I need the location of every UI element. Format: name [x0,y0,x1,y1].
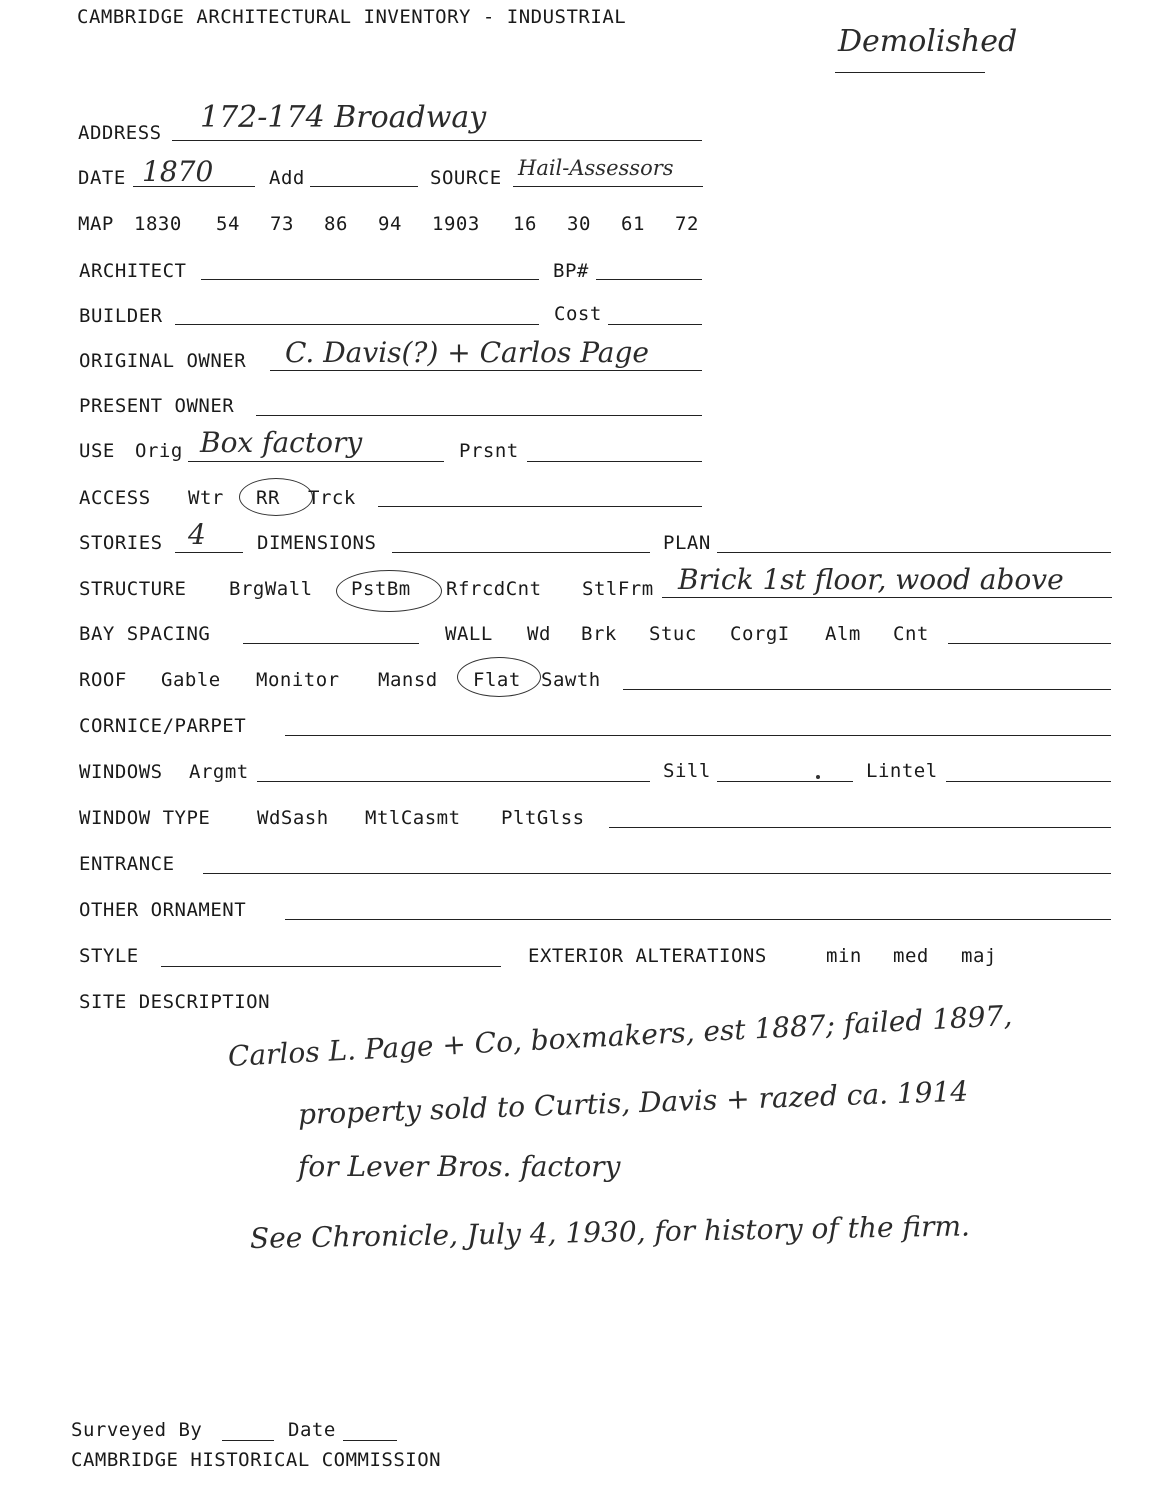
map-year[interactable]: 54 [216,213,240,235]
bay-spacing-label: BAY SPACING [79,623,211,645]
windows-label: WINDOWS [79,761,163,783]
site-description-label: SITE DESCRIPTION [79,991,271,1013]
structure-option-post-beam[interactable]: PstBm [351,578,411,600]
map-year[interactable]: 1903 [432,213,480,235]
selected-circle-mark [457,657,541,697]
date-label: DATE [78,167,126,189]
structure-label: STRUCTURE [79,578,187,600]
wall-option-wood[interactable]: Wd [527,623,551,645]
status-note: Demolished [838,24,1018,59]
wall-option-corrugated-iron[interactable]: CorgI [730,623,790,645]
window-type-label: WINDOW TYPE [79,807,211,829]
style-label: STYLE [79,945,139,967]
access-line[interactable] [378,506,702,507]
builder-label: BUILDER [79,305,163,327]
architect-line[interactable] [201,279,539,280]
wall-option-brick[interactable]: Brk [581,623,617,645]
address-label: ADDRESS [78,122,162,144]
structure-note[interactable]: Brick 1st floor, wood above [678,563,1064,596]
architect-label: ARCHITECT [79,260,187,282]
use-present-line[interactable] [527,461,702,462]
roof-option-mansard[interactable]: Mansd [378,669,438,691]
use-label: USE [79,440,115,462]
lintel-line[interactable] [946,781,1111,782]
stories-label: STORIES [79,532,163,554]
windows-arrangement-line[interactable] [257,781,650,782]
map-year[interactable]: 61 [621,213,645,235]
stories-line [175,552,243,553]
structure-line [662,597,1112,598]
window-type-option-metal-casement[interactable]: MtlCasmt [365,807,461,829]
cornice-line[interactable] [285,735,1111,736]
cost-line[interactable] [608,324,702,325]
survey-date-line[interactable] [343,1440,397,1441]
stories-value[interactable]: 4 [188,518,206,551]
roof-option-monitor[interactable]: Monitor [256,669,340,691]
map-year[interactable]: 73 [270,213,294,235]
plan-line[interactable] [717,552,1111,553]
surveyed-by-line[interactable] [222,1440,274,1441]
use-present-label: Prsnt [459,440,519,462]
add-label: Add [269,167,305,189]
wall-line[interactable] [948,643,1111,644]
bp-line[interactable] [596,279,702,280]
form-title: CAMBRIDGE ARCHITECTURAL INVENTORY - INDUSTRIAL [77,6,627,28]
roof-line[interactable] [623,689,1111,690]
map-year[interactable]: 16 [513,213,537,235]
present-owner-label: PRESENT OWNER [79,395,235,417]
builder-line[interactable] [175,324,539,325]
structure-option-reinforced-concrete[interactable]: RfrcdCnt [446,578,542,600]
map-year[interactable]: 94 [378,213,402,235]
original-owner-label: ORIGINAL OWNER [79,350,247,372]
roof-option-gable[interactable]: Gable [161,669,221,691]
map-year[interactable]: 1830 [134,213,182,235]
bp-label: BP# [553,260,589,282]
map-year[interactable]: 30 [567,213,591,235]
entrance-label: ENTRANCE [79,853,175,875]
structure-option-steel-frame[interactable]: StlFrm [582,578,654,600]
entrance-line[interactable] [203,873,1111,874]
wall-option-concrete[interactable]: Cnt [893,623,929,645]
wall-option-aluminum[interactable]: Alm [825,623,861,645]
wall-option-stucco[interactable]: Stuc [649,623,697,645]
map-label: MAP [78,213,114,235]
address-value[interactable]: 172-174 Broadway [200,100,487,135]
access-option-water[interactable]: Wtr [188,487,224,509]
access-option-truck[interactable]: Trck [308,487,356,509]
site-description-line[interactable]: for Lever Bros. factory [298,1150,621,1183]
use-orig-value[interactable]: Box factory [200,426,363,459]
plan-label: PLAN [663,532,711,554]
date-value[interactable]: 1870 [142,155,214,188]
alteration-option-maj[interactable]: maj [961,945,997,967]
address-line [172,140,702,141]
bay-spacing-line[interactable] [243,643,419,644]
site-description-line[interactable]: property sold to Curtis, Davis + razed ca. 1914 [297,1074,969,1131]
source-label: SOURCE [430,167,502,189]
access-label: ACCESS [79,487,151,509]
original-owner-value[interactable]: C. Davis(?) + Carlos Page [285,336,649,369]
roof-option-sawtooth[interactable]: Sawth [541,669,601,691]
map-year[interactable]: 86 [324,213,348,235]
structure-option-bearing-wall[interactable]: BrgWall [229,578,313,600]
other-ornament-line[interactable] [285,919,1111,920]
other-ornament-label: OTHER ORNAMENT [79,899,247,921]
roof-label: ROOF [79,669,127,691]
original-owner-line [270,370,702,371]
exterior-alterations-label: EXTERIOR ALTERATIONS [528,945,767,967]
window-type-line[interactable] [609,827,1111,828]
access-option-railroad[interactable]: RR [256,487,280,509]
present-owner-line[interactable] [256,415,702,416]
window-type-option-plate-glass[interactable]: PltGlss [501,807,585,829]
site-description-line[interactable]: See Chronicle, July 4, 1930, for history of the firm. [249,1209,971,1255]
source-value[interactable]: Hail-Assessors [518,156,674,180]
wall-label: WALL [445,623,493,645]
window-type-option-wood-sash[interactable]: WdSash [257,807,329,829]
map-year[interactable]: 72 [675,213,699,235]
ink-dot [816,775,820,779]
status-underline [835,72,985,73]
dimensions-label: DIMENSIONS [257,532,377,554]
commission-name: CAMBRIDGE HISTORICAL COMMISSION [71,1449,442,1471]
dimensions-line[interactable] [392,552,650,553]
add-line [310,186,418,187]
style-line[interactable] [161,966,501,967]
sill-line[interactable] [717,781,853,782]
survey-date-label: Date [288,1419,336,1441]
roof-option-flat[interactable]: Flat [473,669,521,691]
site-description-line[interactable]: Carlos L. Page + Co, boxmakers, est 1887; failed 1897, [227,998,1013,1073]
use-orig-label: Orig [135,440,183,462]
sill-label: Sill [663,760,711,782]
use-orig-line [188,461,444,462]
cost-label: Cost [554,303,602,325]
source-line [513,186,703,187]
selected-circle-mark [239,478,313,516]
surveyed-by-label: Surveyed By [71,1419,203,1441]
selected-circle-mark [336,570,442,612]
windows-arrangement-label: Argmt [189,761,249,783]
alteration-option-med[interactable]: med [893,945,929,967]
alteration-option-min[interactable]: min [826,945,862,967]
cornice-label: CORNICE/PARPET [79,715,247,737]
lintel-label: Lintel [866,760,938,782]
